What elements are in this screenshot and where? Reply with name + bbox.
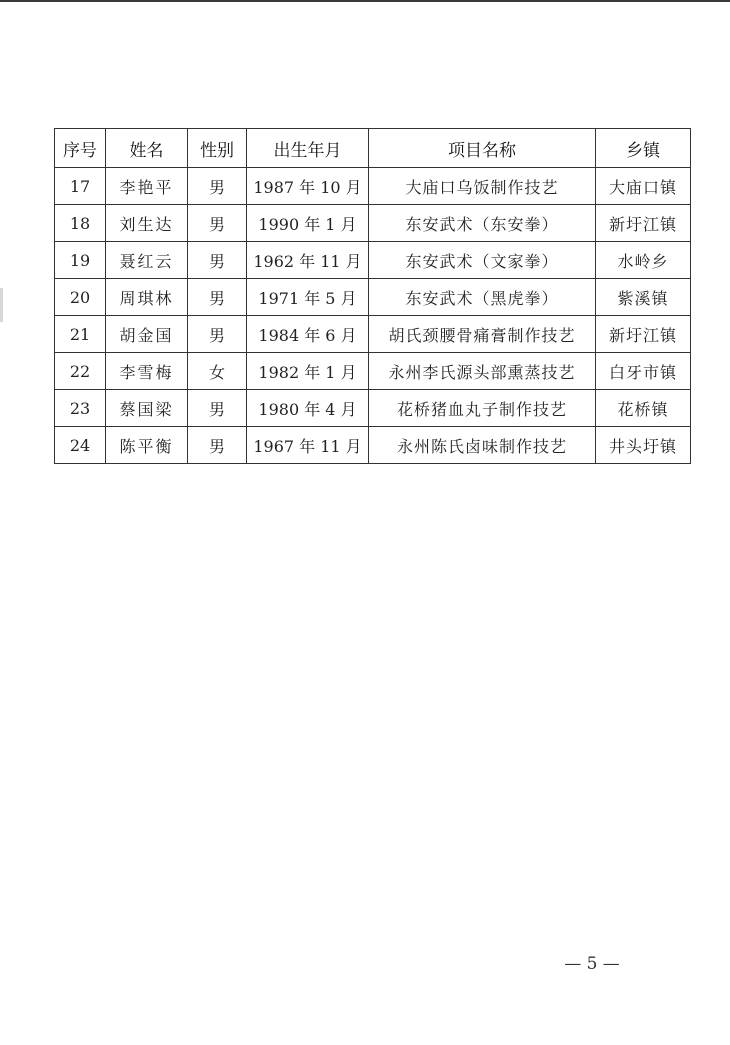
table-row <box>55 427 691 464</box>
cell-name: 胡金国 <box>106 316 188 353</box>
cell-town: 花桥镇 <box>596 390 691 427</box>
table-row <box>55 316 691 353</box>
cell-name: 陈平衡 <box>106 427 188 464</box>
cell-name: 聂红云 <box>106 242 188 279</box>
inheritor-table <box>54 128 691 464</box>
cell-index: 19 <box>55 242 106 279</box>
cell-town: 新圩江镇 <box>596 316 691 353</box>
cell-gender: 男 <box>188 427 247 464</box>
cell-index: 18 <box>55 205 106 242</box>
cell-gender: 男 <box>188 316 247 353</box>
cell-town: 新圩江镇 <box>596 205 691 242</box>
cell-town: 大庙口镇 <box>596 168 691 205</box>
cell-name: 李雪梅 <box>106 353 188 390</box>
scan-top-edge <box>0 0 730 2</box>
cell-birth: 1962 年 11 月 <box>247 242 369 279</box>
header-cell-town: 乡镇 <box>596 129 691 168</box>
header-cell-gender: 性别 <box>188 129 247 168</box>
cell-name: 周琪林 <box>106 279 188 316</box>
cell-index: 21 <box>55 316 106 353</box>
cell-town: 紫溪镇 <box>596 279 691 316</box>
table-row <box>55 390 691 427</box>
cell-birth: 1984 年 6 月 <box>247 316 369 353</box>
cell-project: 胡氏颈腰骨痛膏制作技艺 <box>369 316 596 353</box>
cell-name: 蔡国梁 <box>106 390 188 427</box>
table-row <box>55 353 691 390</box>
cell-project: 永州陈氏卤味制作技艺 <box>369 427 596 464</box>
table-row <box>55 205 691 242</box>
cell-project: 东安武术（东安拳） <box>369 205 596 242</box>
cell-gender: 男 <box>188 205 247 242</box>
table-header-row <box>55 129 691 168</box>
table-row <box>55 279 691 316</box>
cell-birth: 1990 年 1 月 <box>247 205 369 242</box>
page-number: — 5 — <box>564 954 620 974</box>
cell-birth: 1971 年 5 月 <box>247 279 369 316</box>
header-cell-index: 序号 <box>55 129 106 168</box>
cell-index: 23 <box>55 390 106 427</box>
cell-name: 李艳平 <box>106 168 188 205</box>
cell-project: 永州李氏源头部熏蒸技艺 <box>369 353 596 390</box>
cell-birth: 1980 年 4 月 <box>247 390 369 427</box>
table-row <box>55 242 691 279</box>
cell-gender: 男 <box>188 390 247 427</box>
cell-town: 井头圩镇 <box>596 427 691 464</box>
cell-gender: 女 <box>188 353 247 390</box>
cell-index: 17 <box>55 168 106 205</box>
cell-name: 刘生达 <box>106 205 188 242</box>
scan-side-mark <box>0 288 3 322</box>
cell-project: 东安武术（文家拳） <box>369 242 596 279</box>
cell-birth: 1982 年 1 月 <box>247 353 369 390</box>
cell-gender: 男 <box>188 168 247 205</box>
header-cell-birth: 出生年月 <box>247 129 369 168</box>
cell-index: 20 <box>55 279 106 316</box>
cell-town: 白牙市镇 <box>596 353 691 390</box>
cell-town: 水岭乡 <box>596 242 691 279</box>
cell-project: 大庙口乌饭制作技艺 <box>369 168 596 205</box>
cell-birth: 1987 年 10 月 <box>247 168 369 205</box>
table-row <box>55 168 691 205</box>
cell-project: 东安武术（黑虎拳） <box>369 279 596 316</box>
header-cell-project: 项目名称 <box>369 129 596 168</box>
cell-project: 花桥猪血丸子制作技艺 <box>369 390 596 427</box>
cell-birth: 1967 年 11 月 <box>247 427 369 464</box>
header-cell-name: 姓名 <box>106 129 188 168</box>
cell-gender: 男 <box>188 242 247 279</box>
cell-index: 22 <box>55 353 106 390</box>
cell-gender: 男 <box>188 279 247 316</box>
cell-index: 24 <box>55 427 106 464</box>
